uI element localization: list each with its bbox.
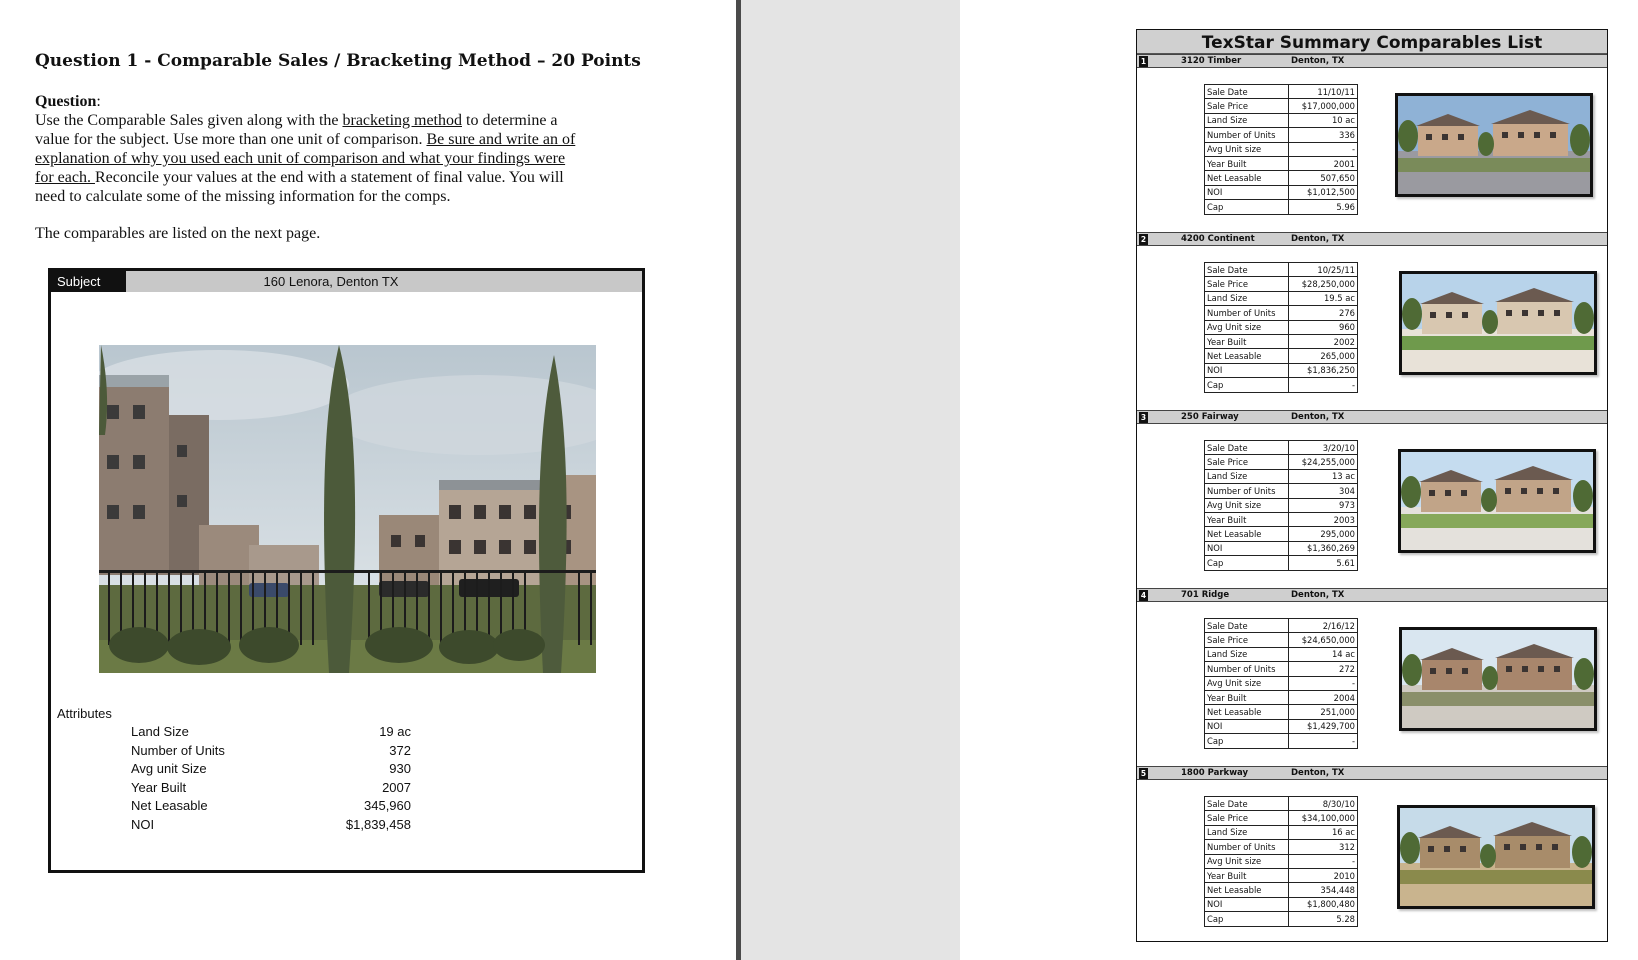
row-label: Sale Price: [1205, 633, 1289, 647]
table-row: [1205, 633, 1358, 647]
row-value: 11/10/11: [1288, 85, 1357, 99]
question-label-colon: :: [96, 93, 101, 110]
page-gutter: [741, 0, 960, 960]
comparable-header: [1137, 766, 1607, 780]
question-body: [35, 92, 635, 206]
comparable-street: 701 Ridge: [1181, 590, 1230, 600]
row-label: Cap: [1205, 556, 1289, 570]
row-value: $28,250,000: [1288, 277, 1357, 291]
row-label: Sale Price: [1205, 811, 1289, 825]
row-value: 5.96: [1288, 200, 1357, 214]
row-value: 19.5 ac: [1288, 291, 1357, 305]
question-text-segment: Reconcile your values at the end with a statement of final value. You will: [94, 169, 564, 186]
attribute-label: Number of Units: [131, 742, 225, 758]
row-value: -: [1288, 734, 1357, 748]
table-row: [1205, 854, 1358, 868]
row-value: 8/30/10: [1288, 797, 1357, 811]
apartment-photo-icon: [1402, 630, 1594, 728]
table-row: [1205, 527, 1358, 541]
table-row: [1205, 185, 1358, 199]
comparable-3: [1137, 410, 1607, 587]
row-label: Avg Unit size: [1205, 142, 1289, 156]
row-label: Sale Price: [1205, 455, 1289, 469]
table-row: [1205, 277, 1358, 291]
table-row: [1205, 99, 1358, 113]
table-row: [1205, 825, 1358, 839]
table-row: [1205, 498, 1358, 512]
comparable-number: 1: [1140, 57, 1147, 66]
table-row: [1205, 334, 1358, 348]
row-label: Number of Units: [1205, 306, 1289, 320]
table-row: [1205, 484, 1358, 498]
table-row: [1205, 349, 1358, 363]
table-row: [1205, 469, 1358, 483]
row-value: 960: [1288, 320, 1357, 334]
comparable-number: 5: [1140, 769, 1147, 778]
attribute-label: NOI: [131, 816, 155, 832]
attribute-label: Net Leasable: [131, 798, 208, 814]
table-row: [1205, 690, 1358, 704]
comparable-city: Denton, TX: [1291, 768, 1345, 778]
attribute-row: [131, 817, 411, 836]
row-value: 14 ac: [1288, 647, 1357, 661]
row-label: NOI: [1205, 719, 1289, 733]
table-row: [1205, 912, 1358, 926]
attribute-label: Land Size: [131, 724, 189, 739]
next-page-note: The comparables are listed on the next page.: [35, 225, 321, 242]
table-row: [1205, 811, 1358, 825]
comparable-photo: [1395, 93, 1593, 197]
table-row: [1205, 378, 1358, 392]
row-label: Year Built: [1205, 868, 1289, 882]
subject-address: 160 Lenora, Denton TX: [263, 274, 399, 289]
apartment-photo-icon: [1401, 452, 1593, 550]
comparables-title: TexStar Summary Comparables List: [1137, 30, 1607, 54]
row-label: Avg Unit size: [1205, 498, 1289, 512]
apartment-photo-icon: [1400, 808, 1592, 906]
comparable-street: 1800 Parkway: [1181, 768, 1249, 778]
table-row: [1205, 734, 1358, 748]
row-label: Sale Date: [1205, 85, 1289, 99]
row-label: Year Built: [1205, 156, 1289, 170]
row-value: $24,255,000: [1288, 455, 1357, 469]
attribute-row: [131, 743, 411, 762]
question-text-segment: to determine a: [462, 112, 558, 129]
row-label: Land Size: [1205, 825, 1289, 839]
apartment-photo-icon: [1398, 96, 1590, 194]
row-value: $1,012,500: [1288, 185, 1357, 199]
row-value: 2/16/12: [1288, 619, 1357, 633]
question-line-4: [35, 168, 635, 187]
row-label: NOI: [1205, 897, 1289, 911]
row-label: Number of Units: [1205, 484, 1289, 498]
left-document-page: [0, 0, 736, 960]
question-line-5: need to calculate some of the missing information for the comps.: [35, 188, 451, 205]
attribute-label: Year Built: [131, 779, 187, 795]
row-value: 272: [1288, 662, 1357, 676]
comparable-city: Denton, TX: [1291, 234, 1345, 244]
attributes-list: [131, 724, 411, 836]
row-label: Net Leasable: [1205, 349, 1289, 363]
table-row: [1205, 441, 1358, 455]
row-value: 265,000: [1288, 349, 1357, 363]
row-value: $1,360,269: [1288, 541, 1357, 555]
row-value: 5.28: [1288, 912, 1357, 926]
row-value: 10 ac: [1288, 113, 1357, 127]
attribute-value: 19 ac: [379, 724, 411, 739]
row-label: Cap: [1205, 734, 1289, 748]
row-label: NOI: [1205, 541, 1289, 555]
attribute-row: [131, 761, 411, 780]
row-value: 2001: [1288, 156, 1357, 170]
row-label: Net Leasable: [1205, 527, 1289, 541]
row-value: $34,100,000: [1288, 811, 1357, 825]
table-row: [1205, 868, 1358, 882]
row-label: Avg Unit size: [1205, 320, 1289, 334]
row-label: Land Size: [1205, 469, 1289, 483]
right-document-page: [960, 0, 1638, 960]
table-row: [1205, 619, 1358, 633]
row-label: Avg Unit size: [1205, 854, 1289, 868]
row-label: Land Size: [1205, 291, 1289, 305]
row-label: Number of Units: [1205, 840, 1289, 854]
table-row: [1205, 897, 1358, 911]
row-label: NOI: [1205, 185, 1289, 199]
comparable-4: [1137, 588, 1607, 765]
table-row: [1205, 263, 1358, 277]
question-text-segment: Use the Comparable Sales given along with the: [35, 112, 343, 129]
comparable-header: [1137, 410, 1607, 424]
table-row: [1205, 556, 1358, 570]
row-label: Sale Date: [1205, 263, 1289, 277]
table-row: [1205, 142, 1358, 156]
comparable-street: 250 Fairway: [1181, 412, 1239, 422]
attribute-value: 345,960: [364, 798, 411, 814]
comparable-header: [1137, 54, 1607, 68]
attribute-row: [131, 798, 411, 817]
comparable-photo: [1397, 805, 1595, 909]
attribute-value: 2007: [382, 779, 411, 795]
table-row: [1205, 840, 1358, 854]
comparable-1: [1137, 54, 1607, 231]
row-value: $1,800,480: [1288, 897, 1357, 911]
table-row: [1205, 320, 1358, 334]
table-row: [1205, 291, 1358, 305]
row-value: 3/20/10: [1288, 441, 1357, 455]
table-row: [1205, 363, 1358, 377]
row-value: 2010: [1288, 868, 1357, 882]
subject-tag: Subject: [51, 271, 126, 292]
comparable-header: [1137, 232, 1607, 246]
attributes-title: Attributes: [57, 706, 112, 721]
row-value: 336: [1288, 128, 1357, 142]
row-label: Year Built: [1205, 334, 1289, 348]
question-underlined-text: explanation of why you used each unit of comparison and what your findings were: [35, 150, 566, 167]
bracketing-method-underline: bracketing method: [342, 112, 462, 129]
comparable-header: [1137, 588, 1607, 602]
row-value: -: [1288, 676, 1357, 690]
table-row: [1205, 797, 1358, 811]
table-row: [1205, 883, 1358, 897]
table-row: [1205, 200, 1358, 214]
row-value: $24,650,000: [1288, 633, 1357, 647]
table-row: [1205, 705, 1358, 719]
attribute-value: $1,839,458: [345, 816, 411, 832]
row-value: 2002: [1288, 334, 1357, 348]
table-row: [1205, 719, 1358, 733]
question-underlined-text: Be sure and write an of: [426, 131, 576, 148]
comparable-5: [1137, 766, 1607, 943]
row-label: Number of Units: [1205, 662, 1289, 676]
question-text-segment: value for the subject. Use more than one unit of comparison.: [35, 131, 427, 148]
row-value: $1,429,700: [1288, 719, 1357, 733]
question-label-line: [35, 92, 635, 111]
row-value: 2003: [1288, 512, 1357, 526]
row-value: -: [1288, 142, 1357, 156]
row-value: -: [1288, 378, 1357, 392]
table-row: [1205, 156, 1358, 170]
comparable-photo: [1399, 271, 1597, 375]
comparable-2: [1137, 232, 1607, 409]
comparable-data-table: [1204, 84, 1358, 215]
attribute-label: Avg unit Size: [131, 761, 207, 777]
comparable-number: 3: [1140, 413, 1147, 422]
row-label: Sale Date: [1205, 619, 1289, 633]
comparable-street: 4200 Continent: [1181, 234, 1255, 244]
row-label: Sale Price: [1205, 99, 1289, 113]
table-row: [1205, 455, 1358, 469]
table-row: [1205, 676, 1358, 690]
table-row: [1205, 85, 1358, 99]
row-label: Net Leasable: [1205, 883, 1289, 897]
row-value: 312: [1288, 840, 1357, 854]
row-value: $17,000,000: [1288, 99, 1357, 113]
subject-header: [51, 271, 642, 292]
table-row: [1205, 647, 1358, 661]
table-row: [1205, 306, 1358, 320]
table-row: [1205, 128, 1358, 142]
subject-photo: [99, 345, 596, 673]
question-line-2: [35, 130, 635, 149]
row-label: NOI: [1205, 363, 1289, 377]
row-value: 16 ac: [1288, 825, 1357, 839]
attribute-row: [131, 724, 411, 743]
comparable-data-table: [1204, 796, 1358, 927]
attribute-value: 372: [389, 742, 411, 758]
row-label: Sale Date: [1205, 441, 1289, 455]
row-value: 13 ac: [1288, 469, 1357, 483]
row-value: 276: [1288, 306, 1357, 320]
row-value: 973: [1288, 498, 1357, 512]
question-line-3: [35, 149, 635, 168]
row-value: 251,000: [1288, 705, 1357, 719]
comparable-photo: [1398, 449, 1596, 553]
comparables-list: [1136, 29, 1608, 942]
row-value: 5.61: [1288, 556, 1357, 570]
question-label: Question: [35, 93, 97, 110]
subject-property-box: [48, 268, 645, 873]
comparable-city: Denton, TX: [1291, 56, 1345, 66]
row-value: 10/25/11: [1288, 263, 1357, 277]
row-label: Net Leasable: [1205, 705, 1289, 719]
row-label: Number of Units: [1205, 128, 1289, 142]
row-value: -: [1288, 854, 1357, 868]
row-label: Land Size: [1205, 647, 1289, 661]
comparable-street: 3120 Timber: [1181, 56, 1242, 66]
attribute-value: 930: [389, 761, 411, 777]
row-value: 295,000: [1288, 527, 1357, 541]
row-label: Cap: [1205, 378, 1289, 392]
comparable-city: Denton, TX: [1291, 590, 1345, 600]
row-value: $1,836,250: [1288, 363, 1357, 377]
table-row: [1205, 541, 1358, 555]
row-label: Sale Price: [1205, 277, 1289, 291]
comparable-data-table: [1204, 262, 1358, 393]
row-label: Year Built: [1205, 512, 1289, 526]
row-label: Sale Date: [1205, 797, 1289, 811]
row-value: 354,448: [1288, 883, 1357, 897]
apartment-photo-icon: [1402, 274, 1594, 372]
attribute-row: [131, 780, 411, 799]
row-label: Net Leasable: [1205, 171, 1289, 185]
comparable-data-table: [1204, 618, 1358, 749]
row-label: Cap: [1205, 200, 1289, 214]
table-row: [1205, 662, 1358, 676]
apartment-complex-photo-icon: [99, 345, 596, 673]
comparable-city: Denton, TX: [1291, 412, 1345, 422]
row-label: Land Size: [1205, 113, 1289, 127]
row-value: 507,650: [1288, 171, 1357, 185]
question-title: Question 1 - Comparable Sales / Bracketing Method – 20 Points: [35, 51, 641, 71]
table-row: [1205, 171, 1358, 185]
row-label: Year Built: [1205, 690, 1289, 704]
question-underlined-text: for each.: [35, 169, 95, 186]
table-row: [1205, 113, 1358, 127]
comparable-photo: [1399, 627, 1597, 731]
row-value: 304: [1288, 484, 1357, 498]
row-value: 2004: [1288, 690, 1357, 704]
table-row: [1205, 512, 1358, 526]
row-label: Cap: [1205, 912, 1289, 926]
question-line-1: [35, 111, 635, 130]
comparable-number: 2: [1140, 235, 1147, 244]
row-label: Avg Unit size: [1205, 676, 1289, 690]
comparable-data-table: [1204, 440, 1358, 571]
comparable-number: 4: [1140, 591, 1147, 600]
